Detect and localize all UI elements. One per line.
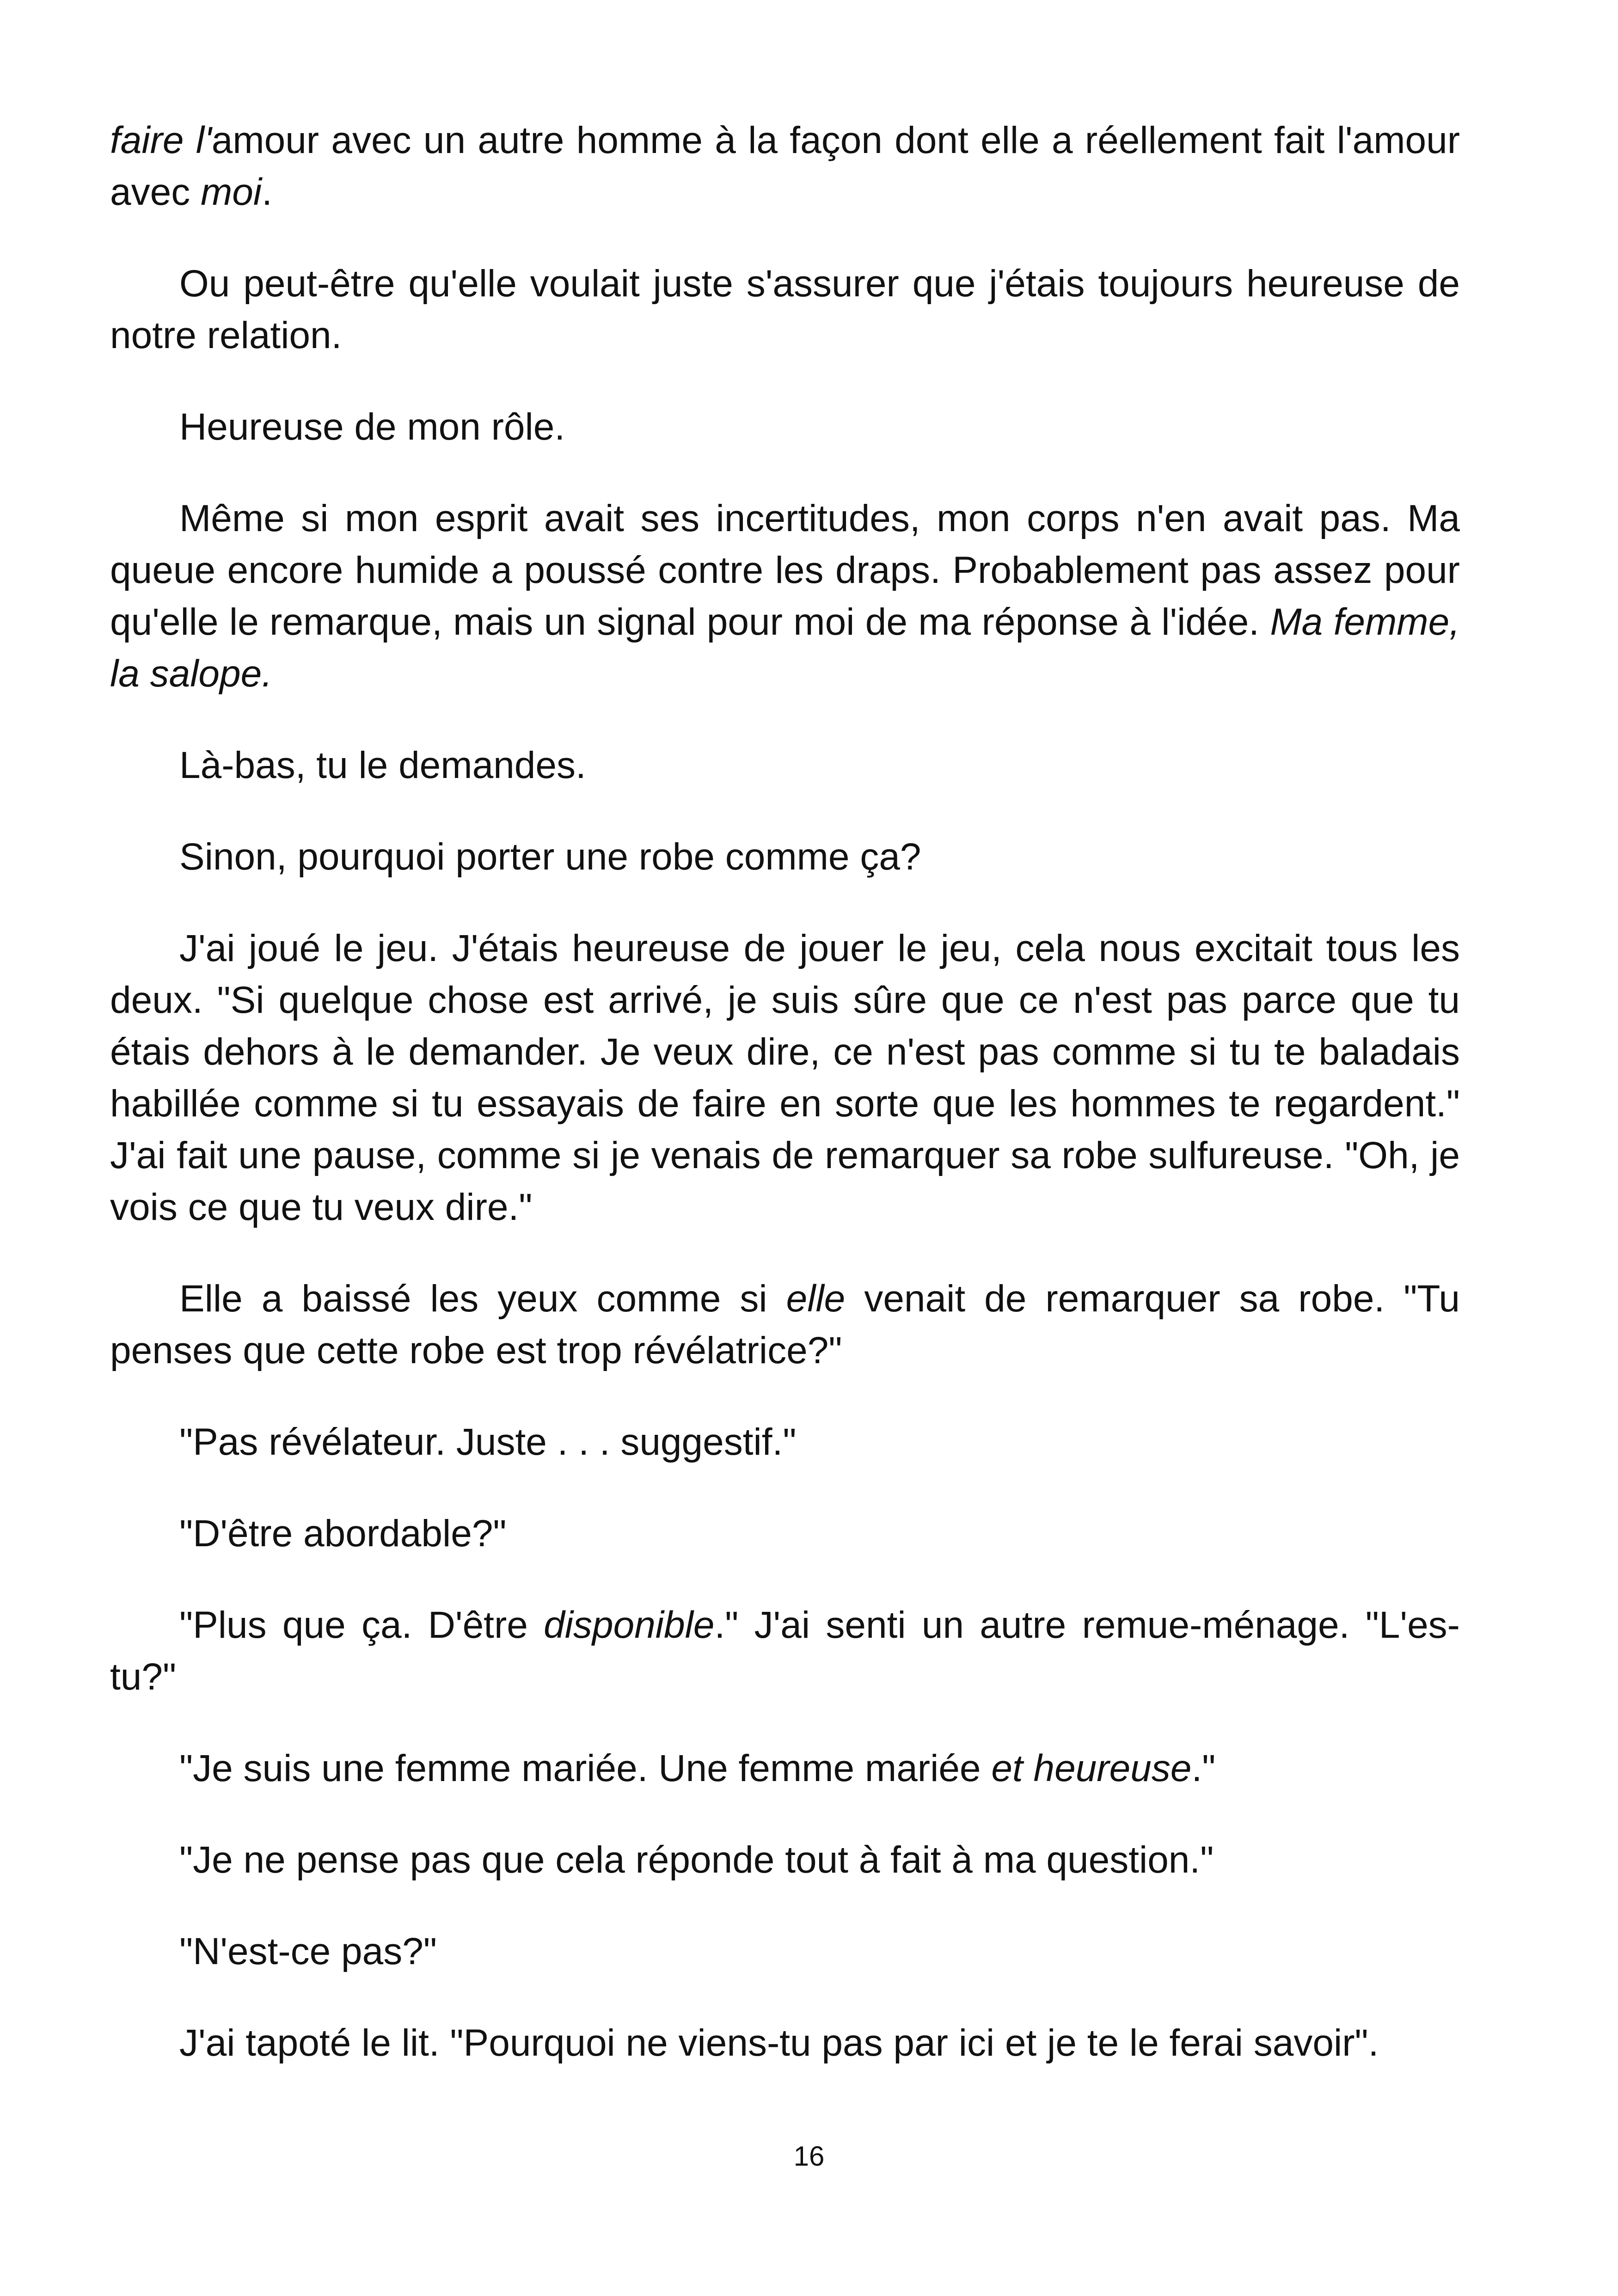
text-segment: . bbox=[262, 171, 272, 213]
italic-text: elle bbox=[786, 1278, 846, 1320]
text-segment: venait de remarquer sa robe. "Tu penses que cette robe est trop révélatrice?" bbox=[110, 1278, 1460, 1371]
text-segment: Sinon, pourquoi porter une robe comme ça? bbox=[179, 836, 921, 878]
paragraph bbox=[110, 1926, 1460, 1978]
paragraph bbox=[110, 1834, 1460, 1886]
text-segment: "Je suis une femme mariée. Une femme mariée bbox=[179, 1747, 992, 1789]
text-segment: "Plus que ça. D'être bbox=[179, 1604, 544, 1646]
paragraph bbox=[110, 1273, 1460, 1377]
text-segment: amour avec un autre homme à la façon dont elle a réellement fait l'amour avec bbox=[110, 119, 1460, 213]
italic-text: disponible bbox=[544, 1604, 715, 1646]
page-number: 16 bbox=[793, 2141, 825, 2172]
text-segment: Heureuse de mon rôle. bbox=[179, 406, 565, 448]
text-segment: ." J'ai senti un autre remue-ménage. "L'es-tu?" bbox=[110, 1604, 1460, 1698]
text-body bbox=[110, 115, 1460, 2109]
text-segment: "Je ne pense pas que cela réponde tout à fait à ma question." bbox=[179, 1839, 1214, 1881]
italic-text: moi bbox=[201, 171, 262, 213]
paragraph bbox=[110, 1599, 1460, 1703]
text-segment: Là-bas, tu le demandes. bbox=[179, 744, 586, 786]
paragraph bbox=[110, 740, 1460, 791]
paragraph bbox=[110, 1743, 1460, 1794]
paragraph bbox=[110, 115, 1460, 218]
italic-text: faire l' bbox=[110, 119, 212, 161]
text-segment: Elle a baissé les yeux comme si bbox=[179, 1278, 786, 1320]
text-segment: "D'être abordable?" bbox=[179, 1512, 507, 1555]
text-segment: "Pas révélateur. Juste . . . suggestif." bbox=[179, 1421, 797, 1463]
paragraph bbox=[110, 258, 1460, 361]
paragraph bbox=[110, 401, 1460, 453]
text-segment: J'ai tapoté le lit. "Pourquoi ne viens-tu pas par ici et je te le ferai savoir". bbox=[179, 2022, 1379, 2064]
text-segment: J'ai joué le jeu. J'étais heureuse de jouer le jeu, cela nous excitait tous les deux. "Si quelque chose est arrivé, je suis sûre que ce n'est pas parce que tu étais dehors à le demander. Je veux dire, ce n'est pas comme si tu te baladais habillée comme si tu essayais de faire en sorte que les hommes te regardent." J'ai fait une pause, comme si je venais de remarquer sa robe sulfureuse. "Oh, je vois ce que tu veux dire." bbox=[110, 927, 1460, 1228]
text-segment: Ou peut-être qu'elle voulait juste s'assurer que j'étais toujours heureuse de notre relation. bbox=[110, 263, 1460, 356]
text-segment: Même si mon esprit avait ses incertitudes, mon corps n'en avait pas. Ma queue encore humide a poussé contre les draps. Probablement pas assez pour qu'elle le remarque, mais un signal pour moi de ma réponse à l'idée. bbox=[110, 497, 1460, 643]
italic-text: et heureuse bbox=[991, 1747, 1192, 1789]
paragraph bbox=[110, 1508, 1460, 1560]
paragraph bbox=[110, 923, 1460, 1233]
paragraph bbox=[110, 2017, 1460, 2069]
paragraph bbox=[110, 1416, 1460, 1468]
text-segment: ." bbox=[1191, 1747, 1216, 1789]
italic-text: Ma femme, la salope. bbox=[110, 601, 1460, 695]
paragraph bbox=[110, 493, 1460, 700]
paragraph bbox=[110, 831, 1460, 883]
text-segment: "N'est-ce pas?" bbox=[179, 1930, 437, 1972]
